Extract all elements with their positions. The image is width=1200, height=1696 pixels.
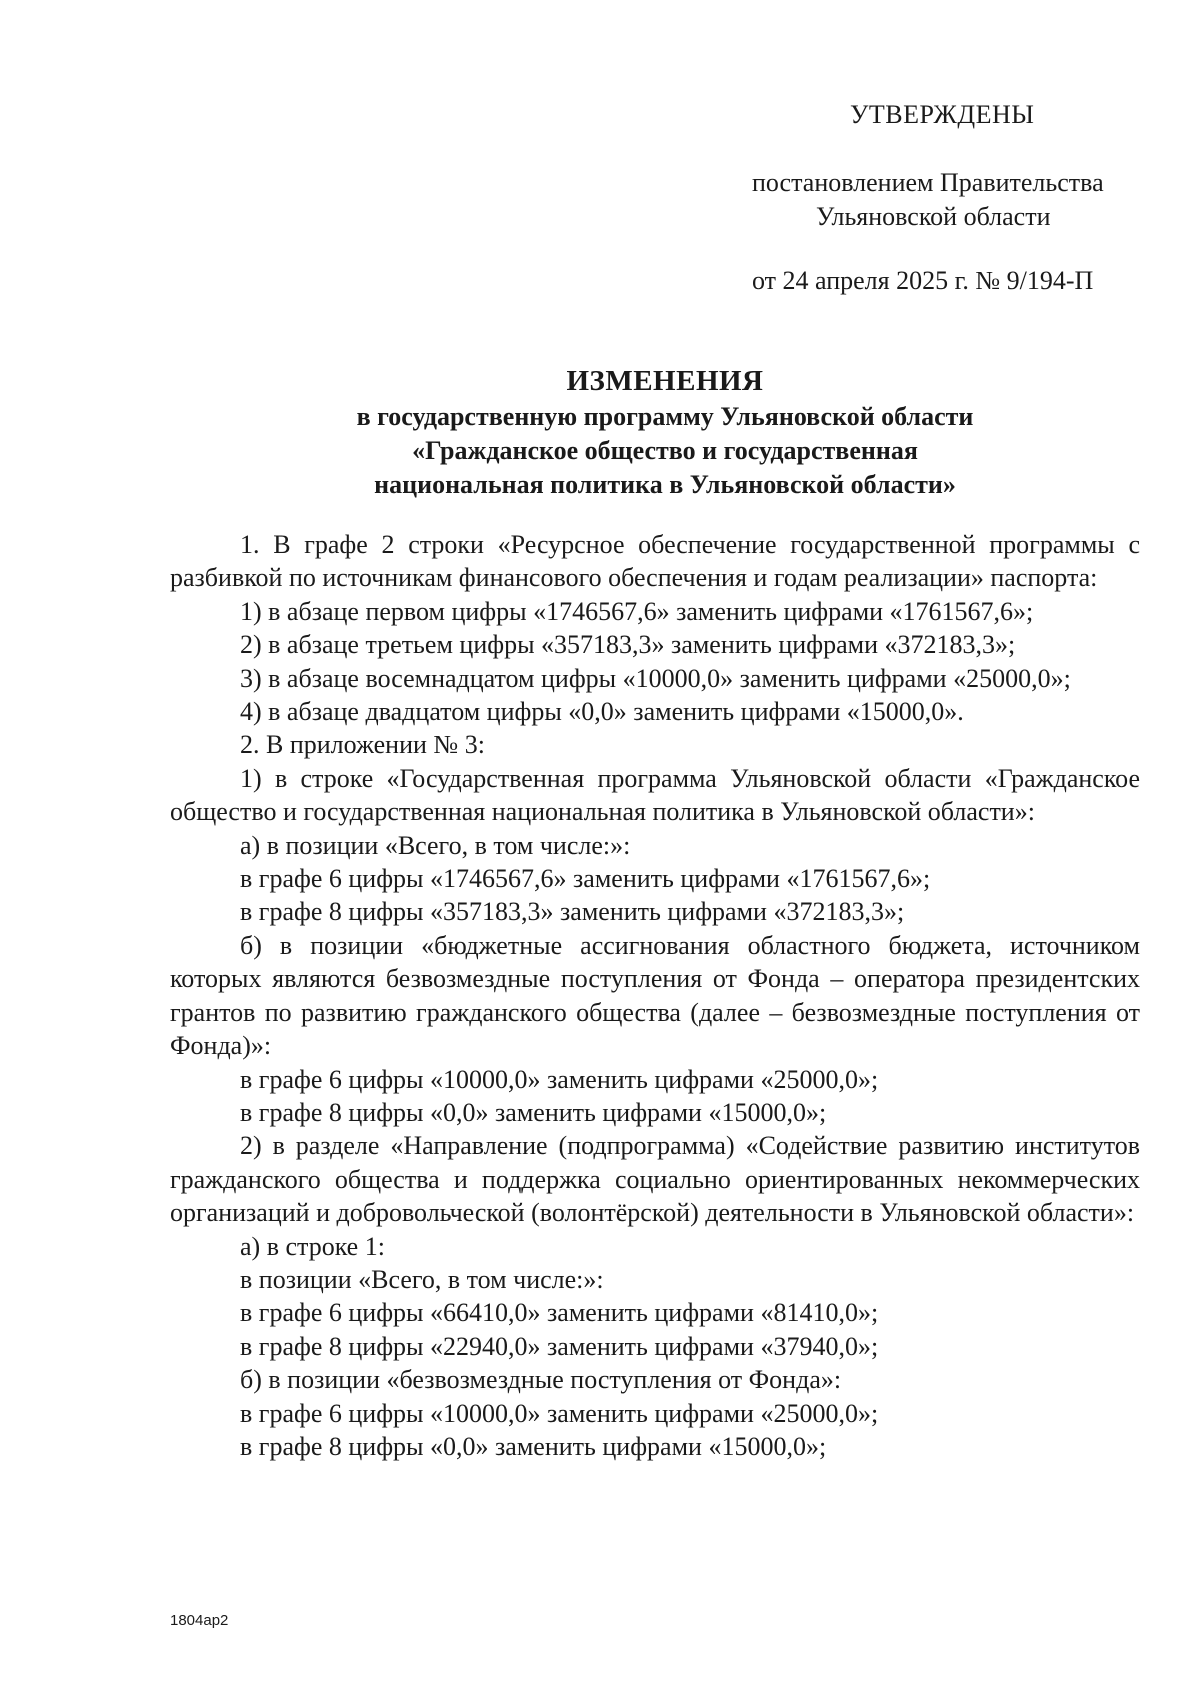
paragraph-2: 2. В приложении № 3: — [240, 730, 485, 760]
paragraph-1-item-1: 1) в абзаце первом цифры «1746567,6» заменить цифрами «1761567,6»; — [240, 596, 1034, 626]
paragraph-1-item-2: 2) в абзаце третьем цифры «357183,3» заменить цифрами «372183,3»; — [240, 630, 1016, 660]
paragraph-2-item-1b: б) в позиции «бюджетные ассигнования областного бюджета, источником которых являются безвозмездные поступления от Фонда – оператора президентских грантов по развитию гражданского общества (далее – безвозмездные поступления от Фонда)»: — [170, 930, 1140, 1061]
title-line-1: в государственную программу Ульяновской области — [356, 402, 974, 431]
paragraph-2-item-1b-col8: в графе 8 цифры «0,0» заменить цифрами «15000,0»; — [240, 1097, 827, 1127]
paragraph-2-item-1: 1) в строке «Государственная программа Ульяновской области «Гражданское общество и государственная национальная политика в Ульяновской области»: — [170, 763, 1140, 827]
paragraph-2-item-2a-col6: в графе 6 цифры «66410,0» заменить цифрами «81410,0»; — [240, 1298, 879, 1328]
approval-authority-line-2: Ульяновской области — [816, 202, 1051, 231]
paragraph-2-item-1a-col6: в графе 6 цифры «1746567,6» заменить цифрами «1761567,6»; — [240, 864, 931, 894]
document-body — [170, 528, 1140, 1463]
paragraph-2-item-2: 2) в разделе «Направление (подпрограмма) «Содействие развитию институтов гражданского общества и поддержка социально ориентированных некоммерческих организаций и добровольческой (волонтёрской) деятельности в Ульяновской области»: — [170, 1131, 1140, 1228]
document-title — [170, 364, 1160, 502]
document-footer-code: 1804ap2 — [170, 1612, 229, 1629]
approval-authority-line-1: постановлением Правительства — [752, 168, 1104, 197]
paragraph-2-item-1a: а) в позиции «Всего, в том числе:»: — [240, 830, 631, 860]
approval-stamp-label: УТВЕРЖДЕНЫ — [850, 100, 1035, 129]
approval-date-number: от 24 апреля 2025 г. № 9/194-П — [752, 266, 1094, 295]
title-main: ИЗМЕНЕНИЯ — [566, 365, 764, 397]
paragraph-1-item-4: 4) в абзаце двадцатом цифры «0,0» заменить цифрами «15000,0». — [240, 697, 964, 727]
paragraph-1: 1. В графе 2 строки «Ресурсное обеспечение государственной программы с разбивкой по источникам финансового обеспечения и годам реализации» паспорта: — [170, 530, 1140, 593]
paragraph-2-item-2a-col8: в графе 8 цифры «22940,0» заменить цифрами «37940,0»; — [240, 1331, 879, 1361]
paragraph-1-item-3: 3) в абзаце восемнадцатом цифры «10000,0» заменить цифрами «25000,0»; — [240, 663, 1071, 693]
paragraph-2-item-2b: б) в позиции «безвозмездные поступления от Фонда»: — [240, 1365, 842, 1395]
title-line-3: национальная политика в Ульяновской области» — [374, 470, 956, 499]
paragraph-2-item-1a-col8: в графе 8 цифры «357183,3» заменить цифрами «372183,3»; — [240, 897, 905, 927]
paragraph-2-item-2a-position: в позиции «Всего, в том числе:»: — [240, 1264, 604, 1294]
paragraph-2-item-2b-col6: в графе 6 цифры «10000,0» заменить цифрами «25000,0»; — [240, 1398, 879, 1428]
paragraph-2-item-2b-col8: в графе 8 цифры «0,0» заменить цифрами «15000,0»; — [240, 1431, 827, 1461]
paragraph-2-item-1b-col6: в графе 6 цифры «10000,0» заменить цифрами «25000,0»; — [240, 1064, 879, 1094]
title-line-2: «Гражданское общество и государственная — [412, 436, 918, 465]
paragraph-2-item-2a: а) в строке 1: — [240, 1231, 385, 1261]
